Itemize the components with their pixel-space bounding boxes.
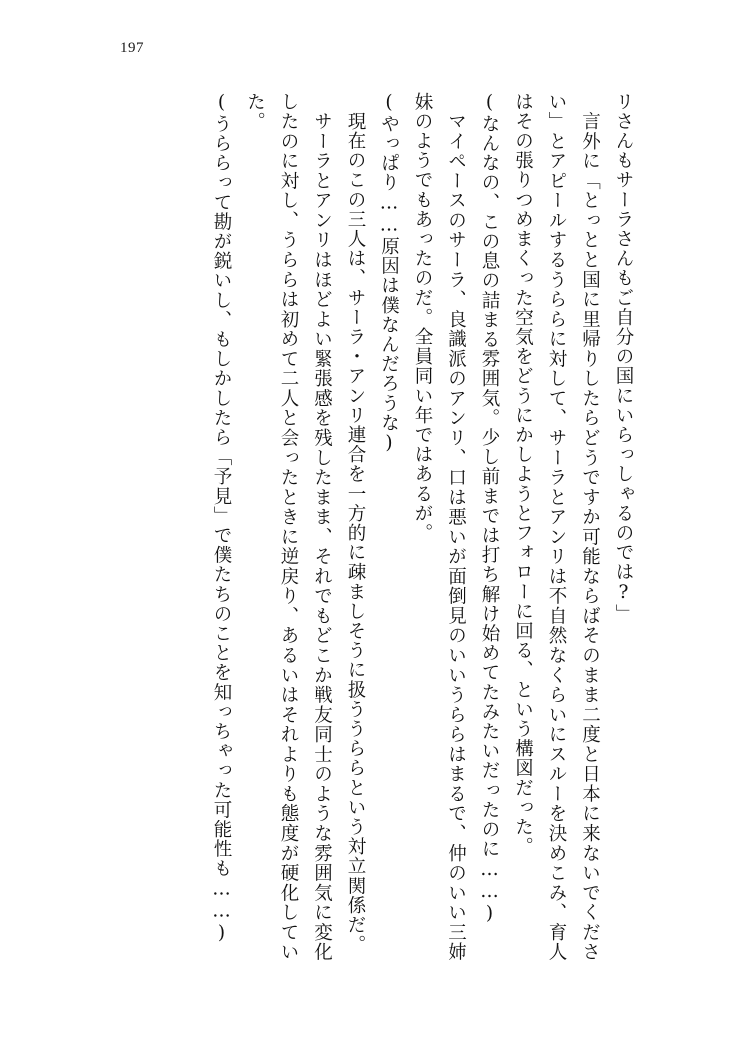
paragraph: 言外に「とっとと国に里帰りしたらどうですか可能ならばそのまま二度と日本に来ないでください」とアピールするうららに対して、サーラとアンリは不自然なくらいにスルーを決めこみ、育人はその張りつめまくった空気をどうにかしようとフォローに回る、という構図だった。 (512, 92, 601, 962)
paragraph: 現在のこの三人は、サーラ・アンリ連合を一方的に疎ましそうに扱ううららという対立関係だ。 (345, 92, 366, 955)
paragraph: (やっぱり……原因は僕なんだろうな) (378, 92, 400, 455)
paragraph: (うららって勘が鋭いし、もしかしたら「予見」で僕たちのことを知っちゃった可能性も……) (211, 92, 232, 945)
page-number: 197 (120, 40, 144, 56)
paragraph: リさんもサーラさんもご自分の国にいらっしゃるのでは?」 (613, 92, 634, 624)
paragraph: マイペースのサーラ、良識派のアンリ、口は悪いが面倒見のいいうららはまるで、仲のいい三姉妹のようでもあったのだ。全員同い年ではあるが。 (412, 92, 467, 962)
paragraph: サーラとアンリはほどよい緊張感を残したまま、それでもどこか戦友同士のような雰囲気に変化したのに対し、うららは初めて二人と会ったときに逆戻り、あるいはそれよりも態度が硬化していた。 (244, 92, 333, 962)
page-text-body (100, 92, 640, 962)
paragraph: (なんなの、この息の詰まる雰囲気。少し前までは打ち解け始めてたみたいだったのに……) (479, 92, 500, 926)
